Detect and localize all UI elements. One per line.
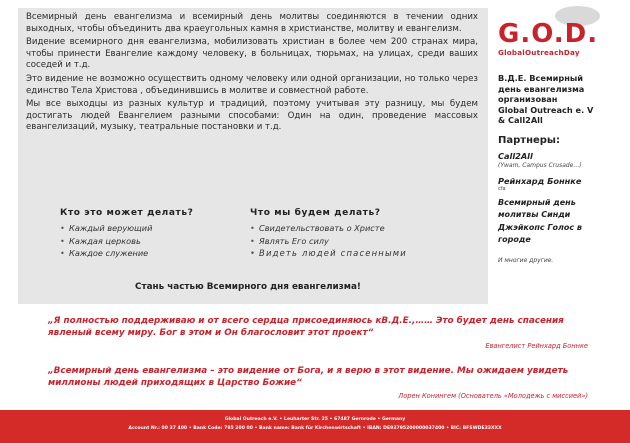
list-item-label: Каждая церковь — [69, 235, 141, 246]
bullet-icon: • — [250, 235, 255, 246]
quote-author: Евангелист Рейнхард Боннке — [485, 342, 588, 351]
paragraph-1: Всемирный день евангелизма и всемирный день молитвы соединяются в течении одних выходных, чтобы объединить два краеугольных камня в христианстве, молитву и евангелизм. — [26, 12, 478, 34]
logo-subtitle: GlobalOutreachDay — [498, 48, 580, 57]
what-list — [250, 222, 470, 260]
who-title: Кто это может делать? — [60, 208, 194, 218]
paragraph-2: Видение всемирного дня евангелизма, мобилизовать христиан в более чем 200 странах мира, чтобы принести Евангелие каждому человеку, в больницах, тюрьмах, на улицах, среди ваших соседей и т.д. — [26, 37, 478, 71]
list-item-label: Видеть людей спасенными — [259, 248, 407, 258]
list-item — [60, 235, 230, 248]
list-item-label: Свидетельствовать о Христе — [259, 223, 385, 233]
quote-bonnke — [48, 316, 588, 350]
footer-address: Global Outreach e.V. • Leuharter Str. 25 • 67487 Gernrode • Germany — [224, 417, 406, 422]
others-note: И многие другие. — [498, 256, 554, 264]
call-to-action: Стань частью Всемирного дня евангелизма! — [135, 282, 361, 292]
list-item — [250, 235, 470, 248]
list-item — [60, 222, 230, 235]
partner-note: cfa — [498, 185, 506, 192]
prayer-line: молитвы Синди — [498, 210, 571, 219]
organizer-line: организован — [498, 94, 558, 104]
intro-text — [26, 12, 478, 136]
list-item-label: Являть Его силу — [259, 235, 329, 246]
paragraph-4: Мы все выходцы из разных культур и традиций, поэтому учитывая эту разницу, мы будем достигать людей Евангелием разными способами: Один на один, проведение массовых евангелизаций, музыку, театральные постановки и т.д. — [26, 99, 478, 133]
prayer-partner — [498, 197, 622, 247]
quote-text: „Я полностью поддерживаю и от всего сердца присоединяюсь кВ.Д.Е.,…… Это будет день спасения явленый всему миру. Бог в этом и Он благословит этот проект“ — [48, 316, 564, 338]
prayer-line: Всемирный день — [498, 197, 576, 207]
partner-name: Рейнхард Боннке — [498, 175, 582, 186]
what-title: Что мы будем делать? — [250, 208, 381, 218]
footer-bank-details: Account Nr.: 00 37 400 • Bank Code: 795 200 00 • Bank name: Bank für Kirchenwirtschaft • IBAN: DE93795200000037400 • BIC: BFSWDE33XXX — [128, 426, 502, 431]
quote-cunningham — [48, 366, 588, 400]
list-item-label: Каждый верующий — [69, 223, 153, 233]
list-item — [250, 247, 470, 260]
partner-note: (Ywam, Campus Crusade…) — [498, 161, 582, 169]
paragraph-3: Это видение не возможно осуществить одному человеку или одной организации, но только через единство Тела Христова , объединившись в молитве и совместной работе. — [26, 73, 478, 96]
bullet-icon: • — [60, 248, 65, 258]
sidebar — [498, 73, 622, 264]
footer — [0, 410, 630, 443]
quote-text: „Всемирный день евангелизма – это видение от Бога, и я верю в этот видение. Мы ожидаем увидеть миллионы людей приходящих в Царство Божие“ — [48, 366, 569, 388]
organizer-info — [498, 73, 622, 126]
prayer-line: городе — [498, 235, 531, 244]
organizer-line: день евангелизма — [498, 83, 585, 94]
who-column — [60, 208, 230, 260]
god-logo — [498, 20, 618, 57]
what-column — [250, 208, 470, 260]
organizer-line: & Call2All — [498, 115, 543, 125]
bullet-icon: • — [60, 223, 65, 233]
list-item-label: Каждое служение — [69, 248, 149, 258]
bullet-icon: • — [60, 235, 65, 246]
quote-author: Лорен Конингем (Основатель «Молодежь с миссией») — [398, 392, 588, 401]
partners-title: Партнеры: — [498, 134, 560, 146]
bullet-icon: • — [250, 248, 257, 258]
organizer-line: В.Д.Е. Всемирный — [498, 73, 584, 83]
list-item — [250, 222, 470, 235]
logo-title: G.O.D. — [498, 19, 599, 49]
partner-name: Call2All — [498, 150, 533, 161]
bullet-icon: • — [250, 223, 255, 233]
organizer-line: Global Outreach e. V — [498, 104, 594, 115]
prayer-line: Джэйкопс Голос в — [498, 222, 582, 232]
who-list — [60, 222, 230, 260]
list-item — [60, 247, 230, 260]
